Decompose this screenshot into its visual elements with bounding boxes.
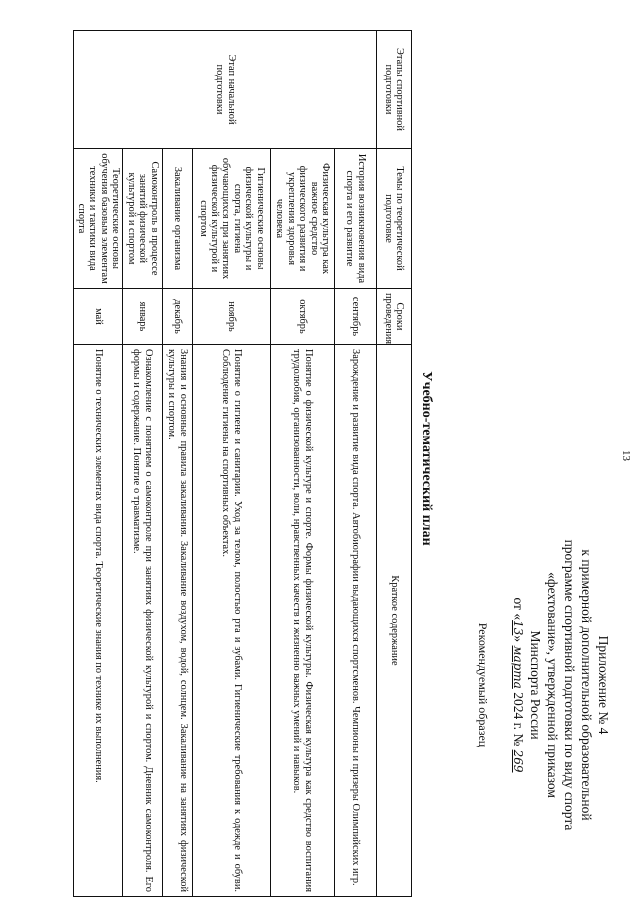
content-cell: Понятие о гигиене и санитарии. Уход за телом, полостью рта и зубами. Гигиенические требования к одежде и обуви. Соблюдение гигиены на спортивных объектах. <box>193 345 271 897</box>
handwritten-order-number: 269 <box>511 749 525 773</box>
table-row <box>271 31 335 897</box>
appendix-number: Приложение № 4 <box>596 635 611 735</box>
stage-cell: Этап начальной подготовки <box>74 31 377 149</box>
topic-cell: Самоконтроль в процессе занятий физической культурой и спортом <box>123 149 163 289</box>
date-mid: » <box>511 635 526 643</box>
term-cell: ноябрь <box>193 289 271 345</box>
header-content: Краткое содержание <box>377 345 412 897</box>
table-header-row <box>377 31 412 897</box>
date-year: 2024 г. № <box>511 692 526 747</box>
topic-cell: Закаливание организма <box>163 149 193 289</box>
topic-cell: Гигиенические основы физической культуры и спорта, гигиена обучающихся при занятиях физической культурой и спортом <box>193 149 271 289</box>
content-cell: Знания и основные правила закаливания. Закаливание воздухом, водой, солнцем. Закаливание на занятиях физической культуры и спортом. <box>163 345 193 897</box>
appendix-line-4: «фехтование», утвержденной приказом <box>545 572 560 798</box>
handwritten-day: 13 <box>511 620 525 636</box>
content-cell: Зарождение и развитие вида спорта. Автобиографии выдающихся спортсменов. Чемпионы и призеры Олимпийских игр. <box>335 345 377 897</box>
handwritten-month: марта <box>511 645 525 689</box>
topic-cell: Физическая культура как важное средство физического развития и укрепления здоровья человека <box>271 149 335 289</box>
table-row <box>335 31 377 897</box>
table-row <box>193 31 271 897</box>
term-cell: май <box>74 289 123 345</box>
topic-cell: Теоретические основы обучения базовым элементам техники и тактики вида спорта <box>74 149 123 289</box>
appendix-line-2: к примерной дополнительной образовательной <box>579 549 594 821</box>
appendix-line-5: Минспорта России <box>528 630 543 740</box>
recommended-sample-note: Рекомендуемый образец <box>476 622 490 748</box>
term-cell: октябрь <box>271 289 335 345</box>
term-cell: декабрь <box>163 289 193 345</box>
thematic-plan-table <box>73 30 412 897</box>
topic-cell: История возникновения вида спорта и его развитие <box>335 149 377 289</box>
term-cell: сентябрь <box>335 289 377 345</box>
header-term: Сроки проведения <box>377 289 412 345</box>
appendix-date-line <box>509 470 527 900</box>
appendix-line-3: программе спортивной подготовки по виду спорта <box>562 539 577 831</box>
content-cell: Ознакомление с понятием о самоконтроле при занятиях физической культурой и спортом. Дневник самоконтроля. Его формы и содержание. Понятие о травматизме. <box>123 345 163 897</box>
appendix-header <box>509 470 612 900</box>
content-cell: Понятие о физической культуре и спорте. Формы физической культуры. Физическая культура как средство воспитания трудолюбия, организованности, воли, нравственных качеств и жизненно важных умений и навыков. <box>271 345 335 897</box>
date-prefix: от « <box>511 597 526 621</box>
table-row <box>74 31 123 897</box>
table-row <box>163 31 193 897</box>
term-cell: январь <box>123 289 163 345</box>
table-row <box>123 31 163 897</box>
plan-title: Учебно-тематический план <box>419 371 434 546</box>
content-cell: Понятие о технических элементах вида спорта. Теоретические знания по технике их выполнения. <box>74 345 123 897</box>
header-topic: Темы по теоретической подготовке <box>377 149 412 289</box>
page-number: 13 <box>620 450 632 461</box>
header-stage: Этапы спортивной подготовки <box>377 31 412 149</box>
